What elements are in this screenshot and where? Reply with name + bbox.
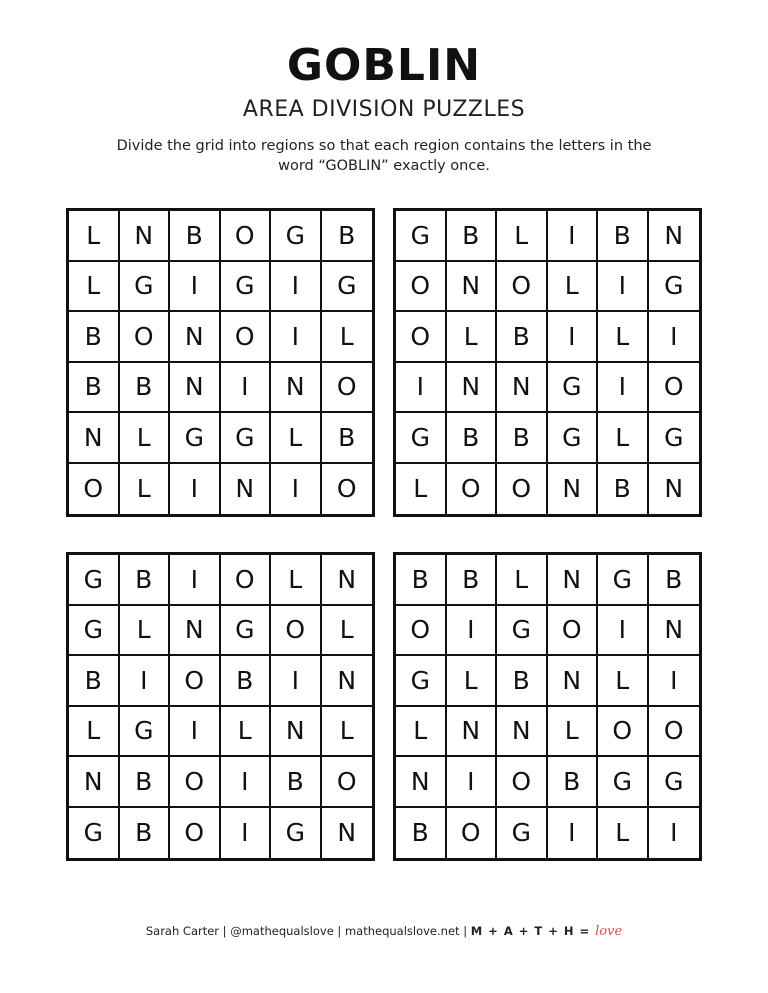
grid-cell: N bbox=[447, 707, 498, 758]
grid-cell: L bbox=[497, 555, 548, 606]
grid-cell: N bbox=[271, 363, 322, 414]
grid-cell: L bbox=[497, 211, 548, 262]
grid-cell: L bbox=[598, 808, 649, 859]
grid-cell: N bbox=[396, 757, 447, 808]
grid-cell: I bbox=[548, 808, 599, 859]
footer-credits: Sarah Carter | @mathequalslove | mathequalslove.net | bbox=[145, 924, 471, 938]
grid-cell: O bbox=[170, 757, 221, 808]
grid-cell: N bbox=[548, 555, 599, 606]
grid-cell: G bbox=[396, 211, 447, 262]
grid-cell: L bbox=[322, 707, 373, 758]
grid-cell: O bbox=[322, 757, 373, 808]
grid-cell: N bbox=[170, 363, 221, 414]
grid-cell: O bbox=[322, 363, 373, 414]
grid-cell: O bbox=[271, 606, 322, 657]
grid-cell: L bbox=[271, 413, 322, 464]
grid-cell: B bbox=[447, 555, 498, 606]
footer-brand: M + A + T + H = bbox=[470, 924, 596, 938]
grid-cell: O bbox=[598, 707, 649, 758]
grid-cell: G bbox=[170, 413, 221, 464]
grid-cell: L bbox=[447, 656, 498, 707]
grid-cell: N bbox=[170, 606, 221, 657]
grid-cell: O bbox=[396, 262, 447, 313]
grid-cell: O bbox=[69, 464, 120, 515]
grid-cell: O bbox=[497, 757, 548, 808]
grid-cell: G bbox=[649, 757, 700, 808]
grid-cell: L bbox=[447, 312, 498, 363]
grid-cell: L bbox=[221, 707, 272, 758]
puzzle-grid-4 bbox=[393, 552, 702, 861]
grid-cell: L bbox=[598, 312, 649, 363]
grid-cell: G bbox=[649, 413, 700, 464]
grid-cell: G bbox=[221, 606, 272, 657]
grid-cell: L bbox=[598, 656, 649, 707]
grid-cell: L bbox=[69, 211, 120, 262]
grid-cell: I bbox=[120, 656, 171, 707]
grid-cell: B bbox=[447, 413, 498, 464]
puzzle-grid-1 bbox=[66, 208, 375, 517]
grid-cell: L bbox=[69, 262, 120, 313]
grid-cell: N bbox=[649, 606, 700, 657]
grid-cell: O bbox=[396, 606, 447, 657]
grid-cell: L bbox=[396, 464, 447, 515]
grid-cell: B bbox=[322, 211, 373, 262]
grid-cell: B bbox=[69, 363, 120, 414]
grid-cell: G bbox=[271, 211, 322, 262]
grid-cell: I bbox=[649, 656, 700, 707]
grid-cell: I bbox=[396, 363, 447, 414]
grid-cell: L bbox=[598, 413, 649, 464]
grid-cell: I bbox=[598, 262, 649, 313]
grid-cell: G bbox=[497, 808, 548, 859]
grid-cell: L bbox=[120, 606, 171, 657]
grid-cell: L bbox=[322, 312, 373, 363]
grid-cell: G bbox=[69, 555, 120, 606]
page-title: GOBLIN bbox=[286, 40, 482, 91]
grid-cell: N bbox=[337, 818, 357, 848]
grid-cell: I bbox=[170, 262, 221, 313]
puzzle-grid-2 bbox=[393, 208, 702, 517]
grid-cell: I bbox=[598, 363, 649, 414]
grid-cell: I bbox=[170, 464, 221, 515]
puzzle-grid-3 bbox=[66, 552, 375, 861]
footer bbox=[0, 924, 768, 939]
grid-cell: B bbox=[120, 363, 171, 414]
grid-cell: N bbox=[649, 211, 700, 262]
grid-cell: B bbox=[120, 757, 171, 808]
grid-cell: O bbox=[548, 606, 599, 657]
grid-cell: G bbox=[322, 262, 373, 313]
grid-cell: N bbox=[548, 464, 599, 515]
grid-cell: I bbox=[649, 312, 700, 363]
grid-cell: O bbox=[120, 312, 171, 363]
grid-cell: I bbox=[548, 211, 599, 262]
instructions: Divide the grid into regions so that each region contains the letters in the word “GOBLIN” exactly once. bbox=[116, 138, 652, 174]
grid-cell: B bbox=[271, 757, 322, 808]
grid-cell: N bbox=[120, 211, 171, 262]
grid-cell: L bbox=[120, 464, 171, 515]
grid-cell: B bbox=[69, 656, 120, 707]
grid-cell: O bbox=[170, 808, 221, 859]
grid-cell: O bbox=[447, 808, 498, 859]
grid-cell: G bbox=[69, 808, 120, 859]
grid-cell: G bbox=[497, 606, 548, 657]
grid-cell: G bbox=[548, 413, 599, 464]
grid-cell: N bbox=[271, 707, 322, 758]
grid-cell: B bbox=[548, 757, 599, 808]
grid-cell: I bbox=[221, 363, 272, 414]
grid-cell: N bbox=[221, 464, 272, 515]
grid-cell: O bbox=[336, 474, 357, 504]
grid-cell: N bbox=[170, 312, 221, 363]
grid-cell: L bbox=[396, 707, 447, 758]
grid-cell: I bbox=[447, 757, 498, 808]
grid-cell: O bbox=[221, 312, 272, 363]
grid-cell: B bbox=[396, 555, 447, 606]
grid-cell: I bbox=[548, 312, 599, 363]
grid-cell: I bbox=[598, 606, 649, 657]
grid-cell: N bbox=[69, 413, 120, 464]
grid-cell: I bbox=[170, 707, 221, 758]
grid-cell: G bbox=[69, 606, 120, 657]
grid-cell: G bbox=[271, 808, 322, 859]
grid-cell: B bbox=[497, 413, 548, 464]
grid-cell: B bbox=[447, 211, 498, 262]
page-subtitle: AREA DIVISION PUZZLES bbox=[242, 97, 526, 122]
grid-cell: B bbox=[497, 656, 548, 707]
grid-cell: G bbox=[120, 262, 171, 313]
grid-cell: G bbox=[396, 656, 447, 707]
grid-cell: L bbox=[120, 413, 171, 464]
grid-cell: G bbox=[221, 262, 272, 313]
grid-cell: O bbox=[170, 656, 221, 707]
grid-cell: B bbox=[649, 555, 700, 606]
grid-cell: I bbox=[447, 606, 498, 657]
grid-cell: B bbox=[598, 464, 649, 515]
grid-cell: N bbox=[447, 363, 498, 414]
grid-cell: O bbox=[221, 555, 272, 606]
grid-cell: B bbox=[396, 808, 447, 859]
grid-cell: G bbox=[598, 555, 649, 606]
grid-cell: L bbox=[548, 262, 599, 313]
grid-cell: B bbox=[120, 808, 171, 859]
grid-cell: O bbox=[447, 464, 498, 515]
grid-cell: B bbox=[69, 312, 120, 363]
grid-cell: I bbox=[271, 464, 322, 515]
grid-cell: O bbox=[396, 312, 447, 363]
grid-cell: L bbox=[69, 707, 120, 758]
grid-cell: I bbox=[221, 808, 272, 859]
grid-cell: G bbox=[396, 413, 447, 464]
grid-cell: L bbox=[271, 555, 322, 606]
grid-cell: L bbox=[548, 707, 599, 758]
grid-cell: N bbox=[548, 656, 599, 707]
grid-cell: G bbox=[649, 262, 700, 313]
grid-cell: B bbox=[322, 413, 373, 464]
grid-cell: I bbox=[170, 555, 221, 606]
grid-cell: I bbox=[271, 312, 322, 363]
footer-love-logo: love bbox=[595, 924, 623, 939]
grid-cell: B bbox=[221, 656, 272, 707]
grid-cell: O bbox=[221, 211, 272, 262]
grid-cell: I bbox=[670, 818, 678, 848]
grid-cell: O bbox=[649, 363, 700, 414]
grid-cell: N bbox=[322, 555, 373, 606]
grid-cell: N bbox=[497, 363, 548, 414]
grid-cell: O bbox=[649, 707, 700, 758]
grid-cell: I bbox=[271, 656, 322, 707]
grid-cell: O bbox=[497, 464, 548, 515]
grid-cell: B bbox=[598, 211, 649, 262]
grid-cell: G bbox=[221, 413, 272, 464]
grid-cell: G bbox=[598, 757, 649, 808]
grid-cell: N bbox=[69, 757, 120, 808]
grid-cell: N bbox=[497, 707, 548, 758]
grid-cell: N bbox=[322, 656, 373, 707]
grid-cell: I bbox=[221, 757, 272, 808]
grid-cell: G bbox=[120, 707, 171, 758]
grid-cell: O bbox=[497, 262, 548, 313]
grid-cell: N bbox=[447, 262, 498, 313]
grid-cell: N bbox=[664, 474, 684, 504]
grid-cell: I bbox=[271, 262, 322, 313]
grid-cell: B bbox=[120, 555, 171, 606]
grid-cell: L bbox=[322, 606, 373, 657]
grid-cell: B bbox=[170, 211, 221, 262]
grid-cell: G bbox=[548, 363, 599, 414]
grid-cell: B bbox=[497, 312, 548, 363]
